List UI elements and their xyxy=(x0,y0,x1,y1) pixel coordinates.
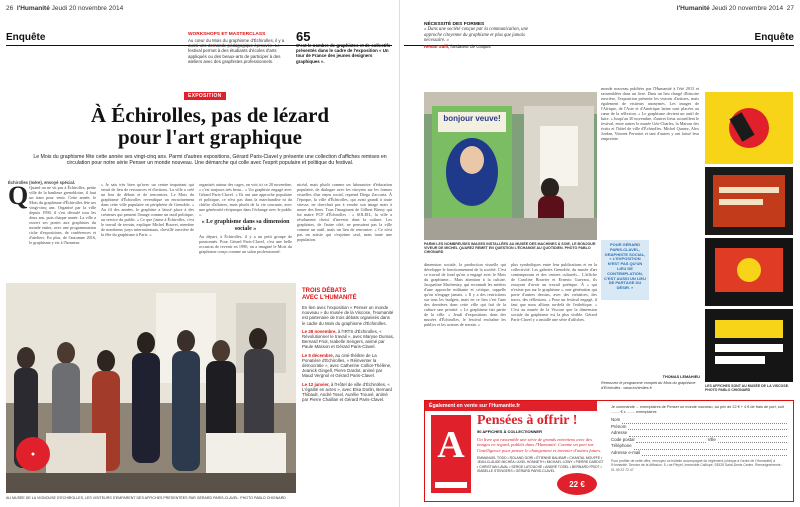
poster-sign-text: bonjour veuve! xyxy=(443,114,501,123)
sidebar-event-3 xyxy=(302,382,394,403)
sidebar-event-1 xyxy=(302,329,394,350)
form-label-email: Adresse e-mail xyxy=(611,449,641,455)
workshops-title: WORKSHOPS ET MASTERCLASS xyxy=(188,32,266,37)
dateline: Échirolles (Isère), envoyé spécial. xyxy=(8,180,76,185)
headline-line-1: À Échirolles, pas de lézard xyxy=(90,103,330,127)
right-body-column-2 xyxy=(511,262,597,322)
right-page xyxy=(400,0,800,507)
right-body-text-3: monde nouveau publiées par l'Humanité à l'été 2013 et rassemblées dans un livre. Dans un lieu chargé d'histoire ouvrière, l'exposition présente les visions d'artistes, mais également de visiteurs anonymes. Les images de l'Afrique, de l'Asie et d'Amérique latine sont placées au cœur de la réflexion. « Le graphisme devient un outil de lutte. » Jusqu'au 30 novembre, d'autres lieux accueillent le festival, entre autres le musée Géo-Charles, la Maison des écrits et l'hôtel de ville d'Échirolles. Michel Quarez, Alex Jordan, Vincent Perrottet et tant d'autres y ont laissé leur empreinte. xyxy=(601,86,699,141)
body-text-2: « Je sais très bien qu'avec un centre important qui serait de lieu de ressources et d'actions. La ville a créé un lieu de débats et de rencontres. Le Mois du graphisme d'Échirolles revendique un enracinement dans cette ville populaire en périphérie de Grenoble. » Au fil des années, le graphiste a laissé place à des créateurs qui pensent l'image comme un outil politique, au service du public. « Ce que j'aime à Échirolles, c'est le travail de terrain, explique Michel Bouvet, membre de nombreux jurys internationaux, chevillé ouvrière de la fête du graphisme à Paris. » xyxy=(101,182,194,237)
poster-strip xyxy=(705,92,793,382)
deck: Le Mois du graphisme fête cette année ses vingt-cinq ans. Parmi d'autres expositions, Gérard Paris-Clavel y présente une collection d'affiches remises en circulation pour notre série Penser un monde nouveau. Une démarche qui colle avec l'esprit populaire et politique du festival. xyxy=(33,154,387,167)
paper-name: l'Humanité xyxy=(676,5,710,12)
section-label: Enquête xyxy=(6,32,46,43)
event-3-date: Le 12 janvier, xyxy=(302,381,330,387)
photo-badge xyxy=(16,437,50,471)
program-note: Retrouvez le programme complet du Mois du graphisme d'Échirolles : www.echirolles.fr xyxy=(601,381,696,391)
quote-title: NÉCESSITÉ DES FORMES xyxy=(424,22,485,27)
stat-number: 65 xyxy=(296,29,311,44)
right-body-text-1: dimension sociale, la production visuelle qui développe le fonctionnement de la société. C'est ce travail de fond qu'on a engagé avec le Mois du graphisme... Mais attention à la culture. Jacqueline Machenizy, qui reconnaît les mérites d'une approche militante et critique, rappelle qu'on n'engage jamais. « Il y a des restrictions sur tous les budgets, mais en ce lieu c'est l'une des dernières dans cette ville qui fait de la culture une priorité. » Le graphisme fait partie de la ville. « Jeudi d'expositions dans des musées d'Échirolles, le festival enchaîne les publics et les acteurs de terrain. » xyxy=(424,262,506,327)
ad-book-cover xyxy=(431,415,471,493)
order-form-fields xyxy=(611,417,787,456)
body-text-1: Quand on ne vit pas à Échirolles, petite ville de la banlieue grenobloise, il faut un tram pour venir. Cette année, le Mois du graphisme d'Échirolles fête ses vingt-cinq ans. Organisé par la ville depuis 1990, il s'est déroulé tous les deux ans, puis chaque année. La ville a ouvert ses portes aux graphistes du monde entier, avec une programmation riche d'expositions, de conférences et d'ateliers. En plus, de l'automne 2016, le graphisme y est à l'honneur. xyxy=(29,185,96,245)
main-photo xyxy=(6,283,296,493)
drop-cap: Q xyxy=(8,181,29,210)
form-label-prenom: Prénom xyxy=(611,423,627,429)
ad-text: Un livre qui rassemble une série de grands entretiens avec des images en regard, publiés dans l'Humanité. Comme un pari sur l'intelligence pour penser le changement et inventer d'autres futurs. xyxy=(477,437,602,453)
signature: THOMAS LEMAHIEU xyxy=(662,375,700,379)
exposition-tag: EXPOSITION xyxy=(184,92,226,100)
workshops-text: Au cœur du Mois du graphisme d'Échirolles, il y a aussi une demande pédagogique éprouvée. Le festival permet à des étudiants d'écoles d'arts appliqués ou des beaux-arts de participer à des ateliers avec des graphistes professionnels. xyxy=(188,38,285,64)
form-label-phone: Téléphone xyxy=(611,443,632,449)
order-form xyxy=(611,405,787,472)
form-label-adresse: Adresse xyxy=(611,430,628,436)
poster-strip-caption: LES AFFICHES SONT AU MUSÉE DE LA VISCOSE. PHOTO PABLO CHIGNARD xyxy=(705,384,790,392)
issue-date: Jeudi 20 novembre 2014 xyxy=(711,5,784,12)
pullquote: POUR GÉRARD PARIS-CLAVEL, GRAPHISTE SOCIAL, « L'EXPOSITION N'EST PAS QU'UN LIEU DE CONTEMPLATION, C'EST AUSSI UN LIEU DE PARTAGE DU DÉSIR. » xyxy=(604,242,646,291)
right-folio xyxy=(677,5,794,12)
ad-banner: Également en vente sur l'Humanite.fr xyxy=(425,401,597,411)
left-folio xyxy=(6,5,123,12)
quote-author-name: Renan Sulli, xyxy=(424,43,450,49)
body-text-3: organisés autour des cages, on voit ici ce 20 novembre, « c'est toujours très beau... » Un graphiste engagé avec Gérard Paris-Clavel. « Ils ont une approche populaire et politique, ce n'est pas dans la marchandise ni du chiffre d'affaires, mais plutôt de la vie courante, avec une générosité réciproque dans l'échange avec le public ». xyxy=(199,182,292,217)
ad-price: 22 € xyxy=(557,473,597,495)
sidebar-event-2 xyxy=(302,353,394,379)
event-3-text: à l'Hôtel de ville d'Échirolles, « L'égalité en actes », avec Elsa Dorlin, Bernard Thibault, André Tosel, Aurélie Trouvé, animé par Pierre Chaillan et Gérard Paris-Clavel. xyxy=(302,381,392,403)
stat-box xyxy=(296,30,396,64)
workshops-box xyxy=(188,32,288,64)
right-body-text-2: plus symboliques entre leur publications et en la collectivité. Les galeries Grenoble, du musée d'art contemporain et des centres culturels... L'affiche de Caroline Bouvier et Ernesto Guevara, ils essayent d'avoir un travail poétique. À « qui n'existe pas sur le graphisme », une génération qui porte d'autres dessins, avec des créatrices, des tracts, des réflexions. « Pour un festival engagé, il faut que nous allions au-delà de l'esthétique. » C'est au musée de la Viscose que la dimension sociale du graphisme est la plus visible. Gérard Paris-Clavel y a installé une série d'affiches. xyxy=(511,262,597,322)
sidebar-intro: En lien avec l'exposition « Penser un monde nouveau » du musée de la Viscose, l'Humanité est partenaire de trois débats organisés dans le cadre du Mois du graphisme d'Échirolles. xyxy=(302,305,394,326)
exhibit-photo-caption: PARMI LES NOMBREUSES IMAGES INSTALLÉES AU MUSÉE DES MACHINES À SOIE, LE BONJOUR VIVEUR DE MICHEL QUAREZ REMET EN QUESTION L'ÉCHANGE AU QUOTIDIEN. PHOTO PABLO CHIGNARD xyxy=(424,242,596,255)
form-input-email[interactable] xyxy=(642,450,787,457)
ad-subtitle: 50 AFFICHES À COLLECTIONNER xyxy=(477,429,542,434)
exhibit-photo xyxy=(424,92,597,240)
form-label-postal: Code postal xyxy=(611,436,635,442)
order-form-footer: Pour profiter de cette offre, renvoyez ce bulletin accompagné du règlement (chèque à l'ordre de l'Humanité) à l'Humanité, Service de la diffusion, 5, rue Pleyel, Immeuble Calliope, 93528 Saint-Denis Cedex. Renseignements : 01 49 22 72 47 xyxy=(611,459,783,472)
photo-caption: AU MUSÉE DE LA VIGNOUSE D'ÉCHIROLLES, LES VISITEURS S'EMPARENT DES AFFICHES PRÉSENTÉES PAR GÉRARD PARIS-CLAVEL. PHOTO PABLO CHIGNARD xyxy=(6,496,286,500)
ad-authors: EMMANUEL TODD • ROLAND GORI • ÉTIENNE BALIBAR • CHANTAL MOUFFE • JEAN-CLAUDE MICHÉA • AXEL HONNETH • MICHAEL LÖWY • PIERRE DARDOT • CHRISTIAN LAVAL • SERGE LATOUCHE • ANDRÉ TOSEL • BERNARD FRIOT • ISABELLE STENGERS • GÉRARD PARIS-CLAVEL xyxy=(477,456,604,473)
form-label-nom: Nom xyxy=(611,417,621,423)
issue-date: Jeudi 20 novembre 2014 xyxy=(51,5,124,12)
body-column-1 xyxy=(8,180,96,245)
body-column-3 xyxy=(199,182,292,254)
headline xyxy=(40,104,380,148)
sidebar-title-1: TROIS DÉBATS xyxy=(302,288,347,294)
quote-box xyxy=(424,22,544,49)
form-field-email[interactable] xyxy=(611,450,787,457)
body-text-4: nicéal, mais plutôt comme un laboratoire d'éducation populaire, de dialogue avec les citoyens sur les formes visuelles d'un enjeu social, reprend Diego Zaccaria. À l'époque, la ville d'Échirolles, qui avait grandi à toute vitesse, ne cherchait pas à vendre son image mais à nouer des liens. Tous l'imaginent de Gilbert Biessy qui fut maire PCF d'Échirolles : « SOLEIL, la ville a résolument choisi d'investir dans la culture. Les graphistes, de l'autre côté, ne pensaient pas la ville comme un outil, mais un lieu de rencontre. » Ce n'est pas un artiste qui s'exprime seul, mais toute une population. xyxy=(297,182,392,242)
photo-illustration xyxy=(6,283,296,493)
ad-book-cover-letter: A xyxy=(437,424,465,466)
event-1-text: à l'IRTS d'Échirolles, « Révolutionner le travail », avec Maryse Dumas, Bernard Friot, Isabelle Sengers, animé par Paule Masson et Gérard Paris-Clavel. xyxy=(302,328,394,350)
poster-strip-illustration xyxy=(705,92,793,382)
stat-text: C'est le nombre de graphistes et de collectifs présentés dans le cadre de l'exposition « Un tour de France des jeunes designers graphiques ». xyxy=(296,43,391,64)
paper-name: l'Humanité xyxy=(16,5,50,12)
page-number: 26 xyxy=(6,5,14,12)
order-form-header: Je commande ... exemplaires de Penser un monde nouveau, au prix de 22 € + 4 € de frais de port, soit ........ € x ........ exemplaires xyxy=(611,405,784,414)
book-ad xyxy=(424,400,794,502)
headline-line-2: pour l'art graphique xyxy=(118,125,302,149)
pullquote-box xyxy=(601,240,649,300)
quote-author-role: fondateur de Grapus xyxy=(450,43,491,49)
subhead: « Le graphisme dans sa dimension sociale » xyxy=(201,219,290,232)
sidebar-title-2: AVEC L'HUMANITÉ xyxy=(302,295,357,301)
debates-sidebar xyxy=(302,288,394,402)
ad-title: Pensées à offrir ! xyxy=(477,413,578,428)
event-1-date: Le 28 novembre, xyxy=(302,328,337,334)
event-2-date: Le 5 décembre, xyxy=(302,352,334,358)
quote-text: « Dans une société conçue par la communication, une approche citoyenne du graphisme et plus que jamais nécessaire. » xyxy=(424,27,529,44)
event-2-text: au ciné-théâtre de La Ponatière d'Échirolles, « Réinventer la démocratie », avec Catherine Colliot-Thélène, Jeanick Gingell, Pierre Dardot, animé par Maud Vergnol et Gérard Paris-Clavel. xyxy=(302,352,392,379)
section-label: Enquête xyxy=(754,32,794,43)
ad-copy xyxy=(477,413,605,473)
page-number: 27 xyxy=(786,5,794,12)
ad-book-cover-strip xyxy=(435,482,467,488)
quote-author xyxy=(424,44,544,49)
body-text-3b: Au départ, à Échirolles, il y a un petit groupe de passionnés. Pour Gérard Paris-Clavel, c'est une belle occasion de revenir en 1990, on a imaginé le Mois du graphisme conçu comme un salon professionnel. xyxy=(199,234,292,254)
form-label-ville: Ville xyxy=(707,436,716,442)
photo-badge-icon: ● xyxy=(30,450,36,458)
